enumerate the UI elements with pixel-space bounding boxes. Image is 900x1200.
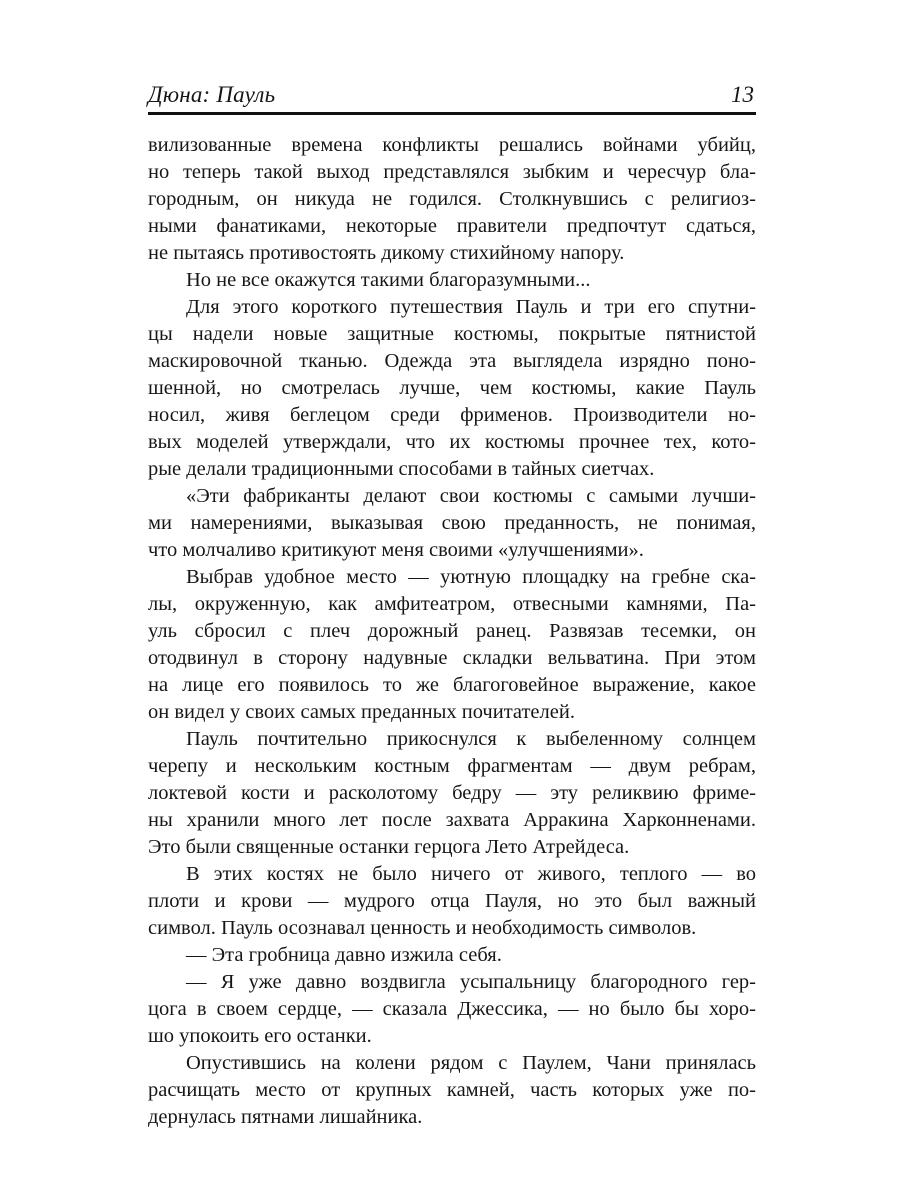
text-line: шо упокоить его останки. xyxy=(148,1025,372,1047)
text-line: носил, живя беглецом среди фрименов. Производители но- xyxy=(148,404,756,426)
text-line: локтевой кости и расколотому бедру — эту реликвию фриме- xyxy=(148,782,756,804)
text-line: черепу и нескольким костным фрагментам — двум ребрам, xyxy=(148,755,756,777)
text-line: вилизованные времена конфликты решались войнами убийц, xyxy=(148,134,756,156)
text-line: расчищать место от крупных камней, часть которых уже по- xyxy=(148,1079,756,1101)
text-line: цога в своем сердце, — сказала Джессика, — но было бы хоро- xyxy=(148,998,756,1020)
text-line: «Эти фабриканты делают свои костюмы с самыми лучши- xyxy=(186,485,756,507)
text-line: но теперь такой выход представлялся зыбким и чересчур бла- xyxy=(148,161,756,183)
text-line: Выбрав удобное место — уютную площадку на гребне ска- xyxy=(186,566,756,588)
text-line: Но не все окажутся такими благоразумными... xyxy=(186,269,591,291)
text-line: не пытаясь противостоять дикому стихийному напору. xyxy=(148,242,625,264)
text-line: — Эта гробница давно изжила себя. xyxy=(186,944,502,966)
header-rule xyxy=(148,112,756,115)
text-line: Для этого короткого путешествия Пауль и три его спутни- xyxy=(186,296,756,318)
text-line: отодвинул в сторону надувные складки вельватина. При этом xyxy=(148,647,756,669)
body-text xyxy=(148,132,756,1131)
text-line: он видел у своих самых преданных почитателей. xyxy=(148,701,575,723)
text-line: В этих костях не было ничего от живого, теплого — во xyxy=(186,863,756,885)
page-number: 13 xyxy=(731,82,754,107)
text-line: городным, он никуда не годился. Столкнувшись с религиоз- xyxy=(148,188,756,210)
text-line: уль сбросил с плеч дорожный ранец. Развязав тесемки, он xyxy=(148,620,756,642)
text-line: вых моделей утверждали, что их костюмы прочнее тех, кото- xyxy=(148,431,756,453)
text-line: лы, окруженную, как амфитеатром, отвесными камнями, Па- xyxy=(148,593,756,615)
text-line: Пауль почтительно прикоснулся к выбеленному солнцем xyxy=(186,728,756,750)
text-line: плоти и крови — мудрого отца Пауля, но это был важный xyxy=(148,890,756,912)
text-line: Это были священные останки герцога Лето Атрейдеса. xyxy=(148,836,630,858)
text-line: ны хранили много лет после захвата Арракина Харконненами. xyxy=(148,809,756,831)
running-title: Дюна: Пауль xyxy=(148,82,276,107)
text-line: ными фанатиками, некоторые правители предпочтут сдаться, xyxy=(148,215,756,237)
page-header xyxy=(148,82,756,108)
text-line: на лице его появилось то же благоговейное выражение, какое xyxy=(148,674,756,696)
text-line: маскировочной тканью. Одежда эта выглядела изрядно поно- xyxy=(148,350,756,372)
text-line: ми намерениями, выказывая свою преданность, не понимая, xyxy=(148,512,756,534)
text-line: — Я уже давно воздвигла усыпальницу благородного гер- xyxy=(186,971,756,993)
text-line: Опустившись на колени рядом с Паулем, Чани принялась xyxy=(186,1052,756,1074)
text-line: символ. Пауль осознавал ценность и необходимость символов. xyxy=(148,917,697,939)
text-line: что молчаливо критикуют меня своими «улучшениями». xyxy=(148,539,644,561)
text-line: рые делали традиционными способами в тайных сиетчах. xyxy=(148,458,655,480)
text-line: цы надели новые защитные костюмы, покрытые пятнистой xyxy=(148,323,756,345)
text-line: шенной, но смотрелась лучше, чем костюмы, какие Пауль xyxy=(148,377,756,399)
text-line: дернулась пятнами лишайника. xyxy=(148,1106,423,1128)
